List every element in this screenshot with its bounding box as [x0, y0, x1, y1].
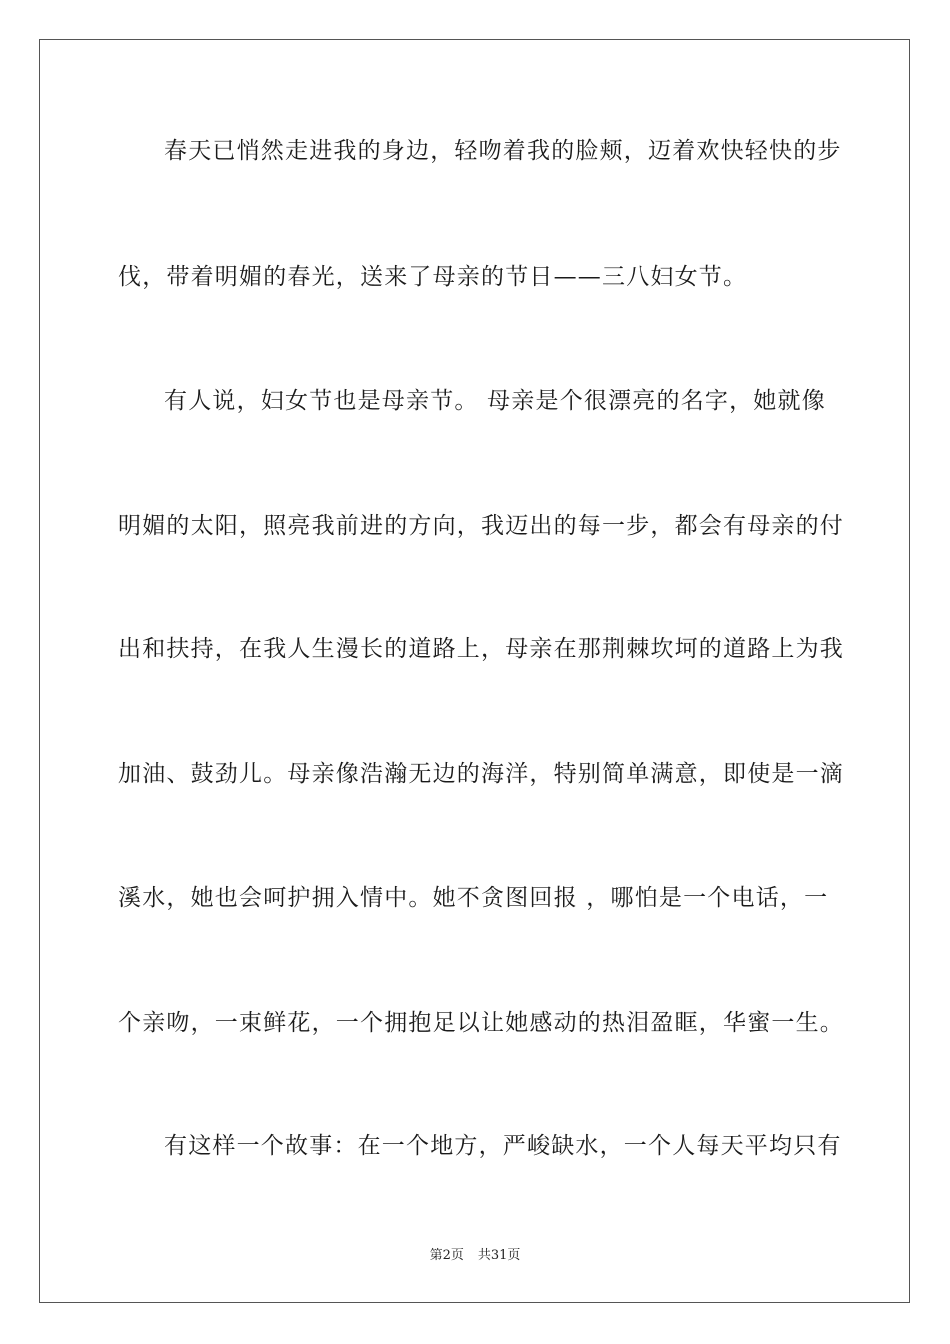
paragraph-2-line-2: 明媚的太阳，照亮我前进的方向，我迈出的每一步，都会有母亲的付	[118, 513, 844, 539]
page-border	[39, 39, 910, 1303]
paragraph-3-line-1: 有这样一个故事：在一个地方，严峻缺水，一个人每天平均只有	[164, 1133, 842, 1159]
page-total: 共31页	[477, 1248, 521, 1263]
paragraph-2-line-4: 加油、鼓劲儿。母亲像浩瀚无边的海洋，特别简单满意，即使是一滴	[118, 761, 844, 787]
paragraph-2-line-5: 溪水，她也会呵护拥入情中。她不贪图回报 ，哪怕是一个电话，一	[118, 885, 829, 911]
page-number: 第2页	[429, 1248, 464, 1263]
paragraph-2-line-6: 个亲吻，一束鲜花，一个拥抱足以让她感动的热泪盈眶，华蜜一生。	[118, 1010, 844, 1036]
paragraph-1-line-1: 春天已悄然走进我的身边，轻吻着我的脸颊，迈着欢快轻快的步	[164, 138, 842, 164]
paragraph-1-line-2: 伐，带着明媚的春光，送来了母亲的节日——三八妇女节。	[118, 264, 748, 290]
paragraph-2-line-3: 出和扶持，在我人生漫长的道路上，母亲在那荆棘坎坷的道路上为我	[118, 636, 844, 662]
paragraph-2-line-1: 有人说，妇女节也是母亲节。 母亲是个很漂亮的名字，她就像	[164, 388, 826, 414]
page-footer	[0, 1247, 950, 1265]
